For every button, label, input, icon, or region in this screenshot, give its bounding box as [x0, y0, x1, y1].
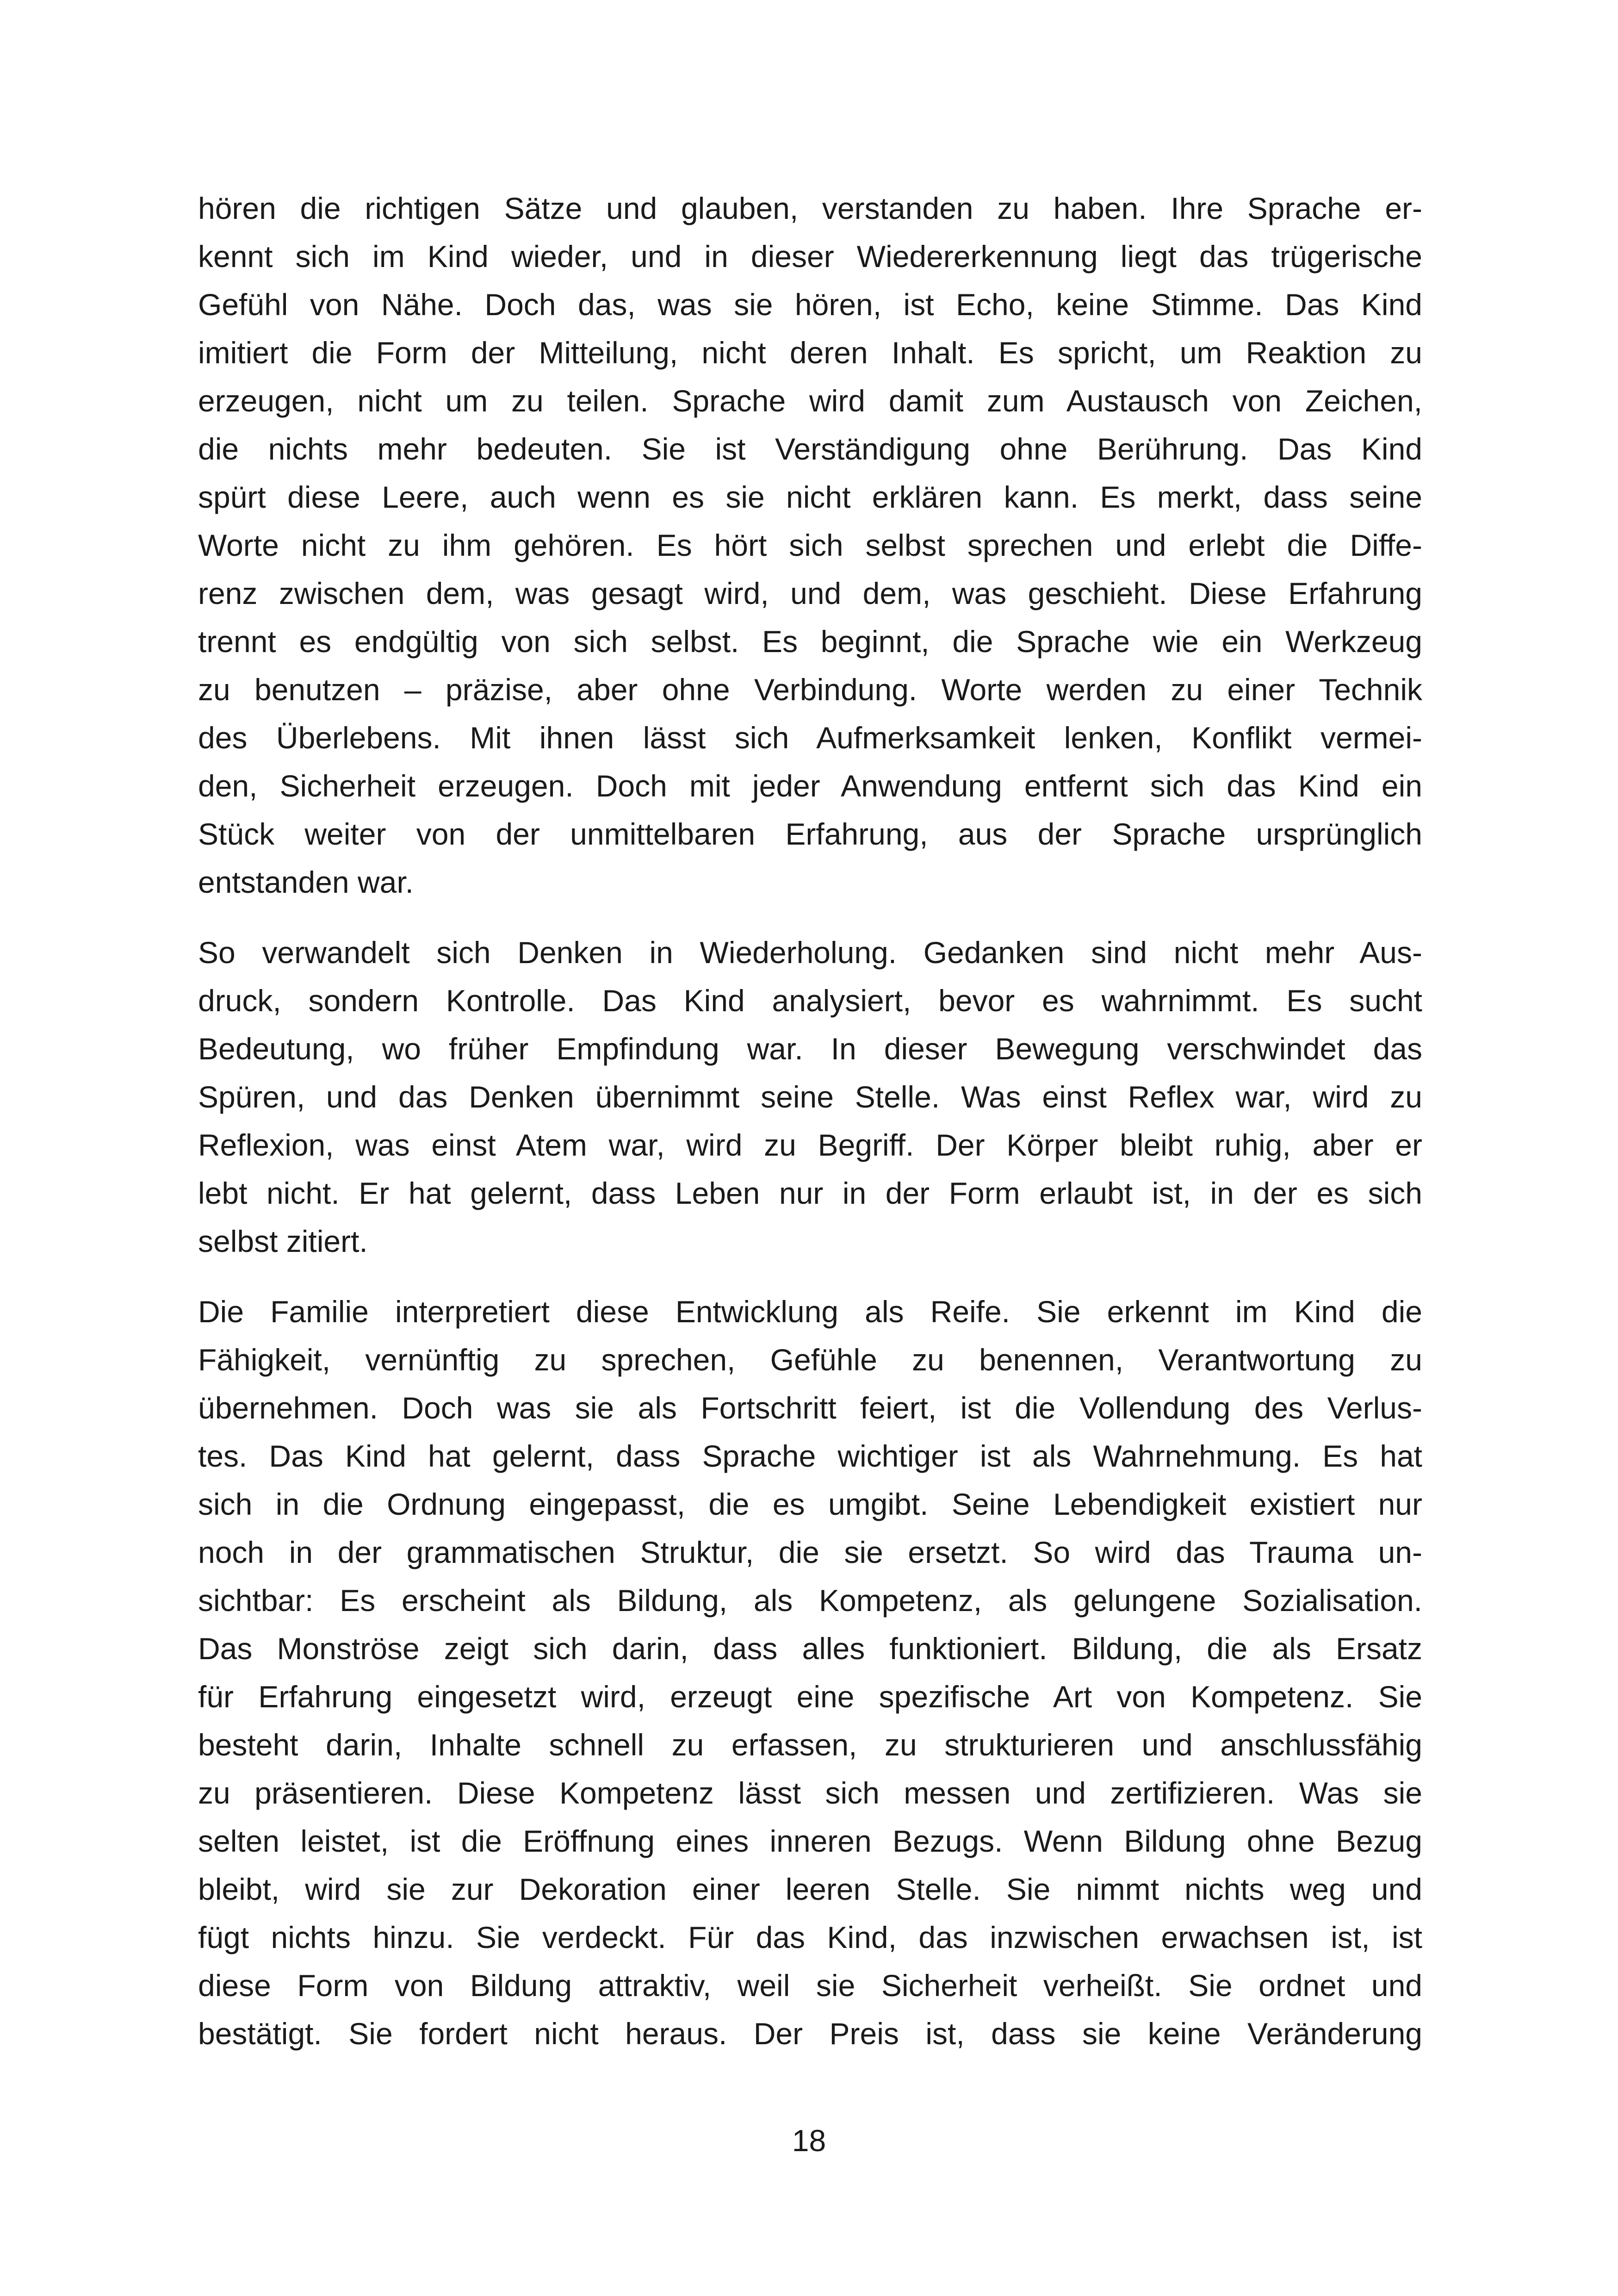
text-line: Spüren, und das Denken übernimmt seine Stelle. Was einst Reflex war, wird zu	[198, 1080, 1422, 1114]
text-line: noch in der grammatischen Struktur, die sie ersetzt. So wird das Trauma un-	[198, 1535, 1422, 1569]
text-line: selbst zitiert.	[198, 1224, 368, 1258]
text-line: Reflexion, was einst Atem war, wird zu Begriff. Der Körper bleibt ruhig, aber er	[198, 1128, 1422, 1162]
body-text	[198, 184, 1422, 2080]
paragraph-1	[198, 184, 1422, 906]
text-line: den, Sicherheit erzeugen. Doch mit jeder Anwendung entfernt sich das Kind ein	[198, 769, 1422, 803]
text-line: spürt diese Leere, auch wenn es sie nicht erklären kann. Es merkt, dass seine	[198, 480, 1422, 514]
text-line: Gefühl von Nähe. Doch das, was sie hören, ist Echo, keine Stimme. Das Kind	[198, 287, 1422, 322]
text-line: Stück weiter von der unmittelbaren Erfahrung, aus der Sprache ursprünglich	[198, 817, 1422, 851]
text-line: Bedeutung, wo früher Empfindung war. In dieser Bewegung verschwindet das	[198, 1032, 1422, 1066]
text-line: Fähigkeit, vernünftig zu sprechen, Gefühle zu benennen, Verantwortung zu	[198, 1343, 1422, 1377]
text-line: erzeugen, nicht um zu teilen. Sprache wird damit zum Austausch von Zeichen,	[198, 384, 1422, 418]
text-line: selten leistet, ist die Eröffnung eines inneren Bezugs. Wenn Bildung ohne Bezug	[198, 1824, 1422, 1858]
text-line: kennt sich im Kind wieder, und in dieser Wiedererkennung liegt das trügerische	[198, 239, 1422, 274]
text-line: sich in die Ordnung eingepasst, die es umgibt. Seine Lebendigkeit existiert nur	[198, 1487, 1422, 1521]
text-line: zu benutzen – präzise, aber ohne Verbindung. Worte werden zu einer Technik	[198, 672, 1422, 707]
text-line: bleibt, wird sie zur Dekoration einer leeren Stelle. Sie nimmt nichts weg und	[198, 1872, 1422, 1906]
text-line: entstanden war.	[198, 865, 414, 899]
text-line: übernehmen. Doch was sie als Fortschritt feiert, ist die Vollendung des Verlus-	[198, 1391, 1422, 1425]
paragraph-3	[198, 1288, 1422, 2058]
text-line: So verwandelt sich Denken in Wiederholung. Gedanken sind nicht mehr Aus-	[198, 935, 1422, 970]
text-line: lebt nicht. Er hat gelernt, dass Leben nur in der Form erlaubt ist, in der es sich	[198, 1176, 1422, 1210]
text-line: sichtbar: Es erscheint als Bildung, als Kompetenz, als gelungene Sozialisation.	[198, 1583, 1422, 1618]
text-line: fügt nichts hinzu. Sie verdeckt. Für das Kind, das inzwischen erwachsen ist, ist	[198, 1920, 1422, 1954]
text-line: diese Form von Bildung attraktiv, weil sie Sicherheit verheißt. Sie ordnet und	[198, 1968, 1422, 2003]
text-line: für Erfahrung eingesetzt wird, erzeugt eine spezifische Art von Kompetenz. Sie	[198, 1680, 1422, 1714]
text-line: renz zwischen dem, was gesagt wird, und dem, was geschieht. Diese Erfahrung	[198, 576, 1422, 610]
text-line: zu präsentieren. Diese Kompetenz lässt sich messen und zertifizieren. Was sie	[198, 1776, 1422, 1810]
text-line: Worte nicht zu ihm gehören. Es hört sich selbst sprechen und erlebt die Diffe-	[198, 528, 1422, 562]
text-line: die nichts mehr bedeuten. Sie ist Verständigung ohne Berührung. Das Kind	[198, 432, 1422, 466]
text-line: Die Familie interpretiert diese Entwicklung als Reife. Sie erkennt im Kind die	[198, 1294, 1422, 1329]
text-line: Das Monströse zeigt sich darin, dass alles funktioniert. Bildung, die als Ersatz	[198, 1631, 1422, 1666]
text-line: besteht darin, Inhalte schnell zu erfassen, zu strukturieren und anschlussfähig	[198, 1728, 1422, 1762]
text-line: tes. Das Kind hat gelernt, dass Sprache wichtiger ist als Wahrnehmung. Es hat	[198, 1439, 1422, 1473]
text-line: bestätigt. Sie fordert nicht heraus. Der Preis ist, dass sie keine Veränderung	[198, 2016, 1422, 2051]
paragraph-2	[198, 928, 1422, 1265]
text-line: imitiert die Form der Mitteilung, nicht deren Inhalt. Es spricht, um Reaktion zu	[198, 336, 1422, 370]
text-line: trennt es endgültig von sich selbst. Es beginnt, die Sprache wie ein Werkzeug	[198, 624, 1422, 659]
text-line: druck, sondern Kontrolle. Das Kind analysiert, bevor es wahrnimmt. Es sucht	[198, 983, 1422, 1018]
page-number: 18	[792, 2123, 826, 2158]
text-line: hören die richtigen Sätze und glauben, verstanden zu haben. Ihre Sprache er-	[198, 191, 1422, 225]
text-line: des Überlebens. Mit ihnen lässt sich Aufmerksamkeit lenken, Konflikt vermei-	[198, 721, 1422, 755]
